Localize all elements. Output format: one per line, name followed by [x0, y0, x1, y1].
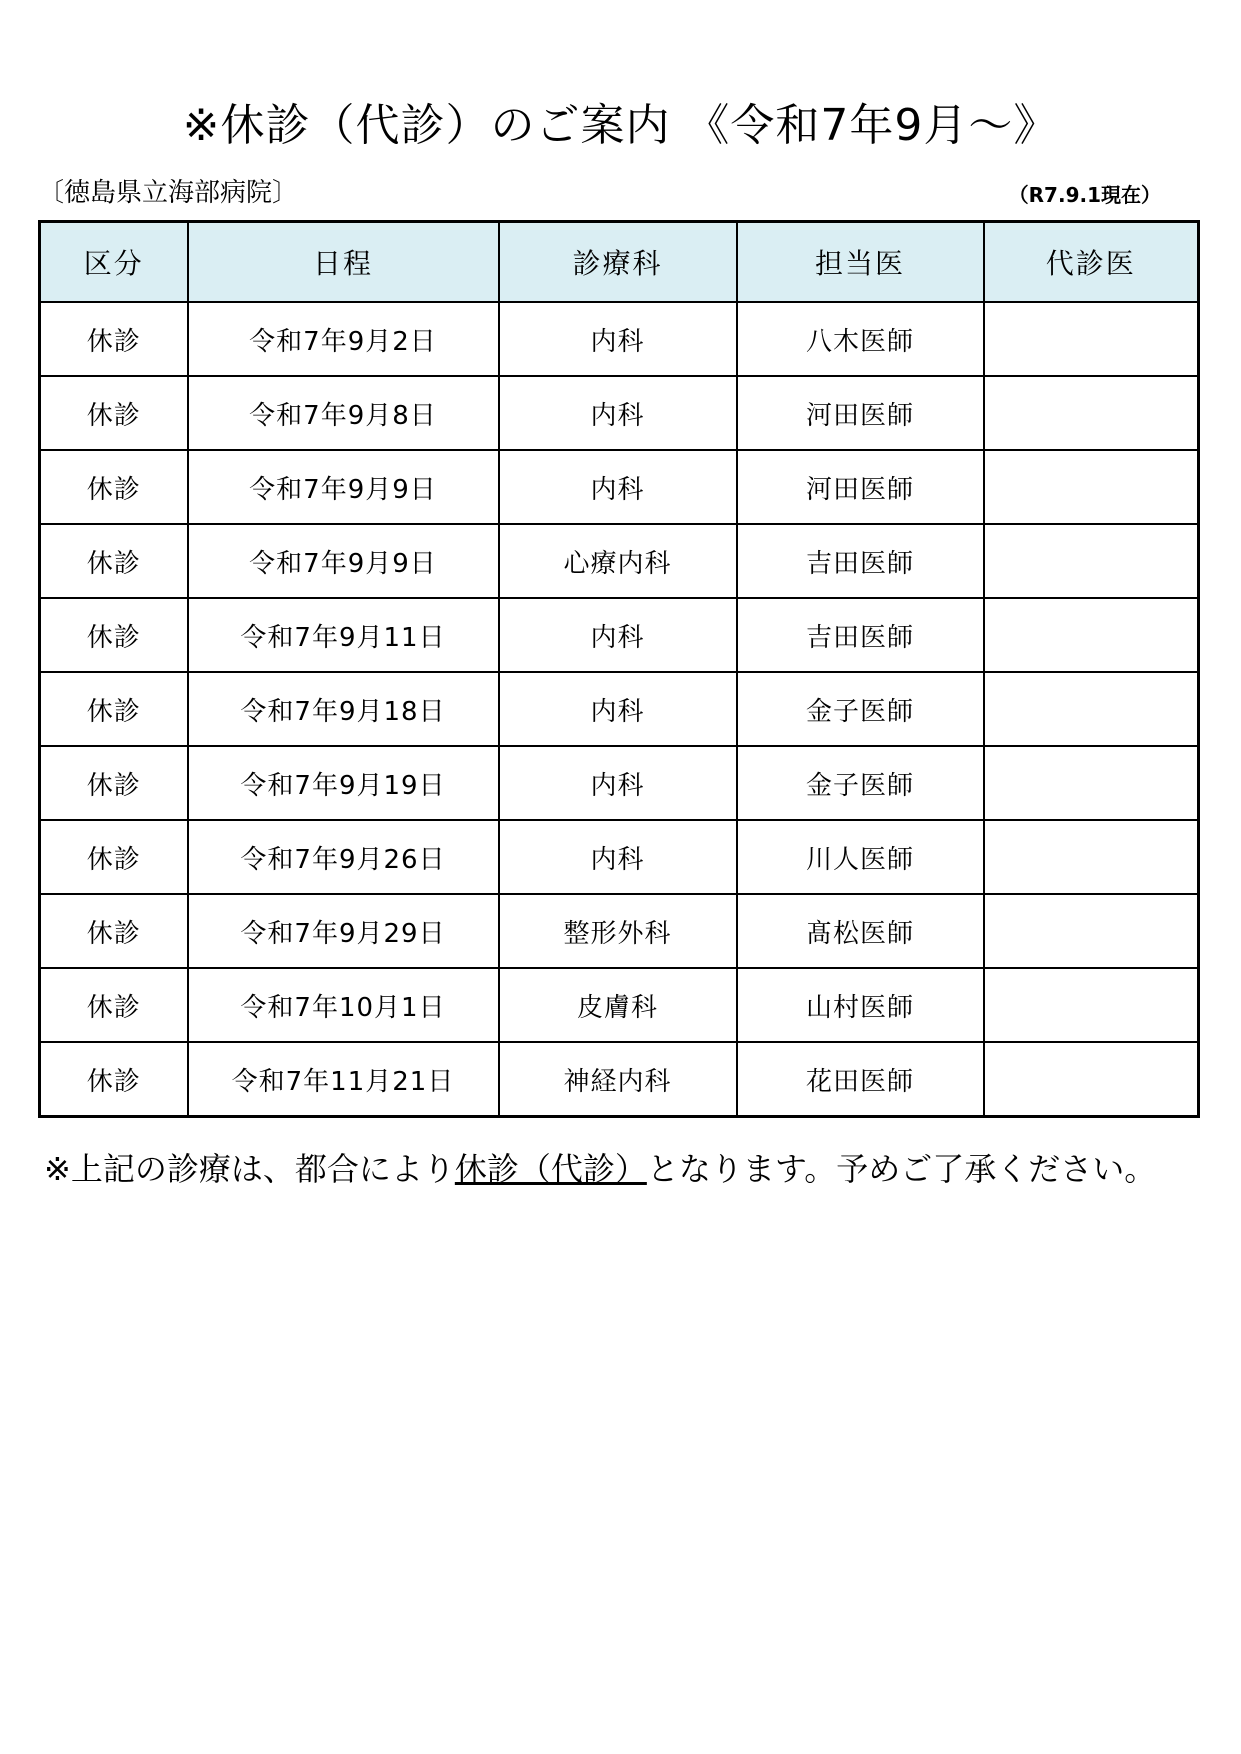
notice-suffix: となります。予めご了承ください。 — [646, 1150, 1157, 1188]
cell-substitute-doctor — [984, 672, 1199, 746]
cell-department: 内科 — [499, 820, 737, 894]
page-title: ※休診（代診）のご案内 《令和7年9月～》 — [182, 100, 1059, 151]
cell-department: 内科 — [499, 746, 737, 820]
closure-notice — [44, 1146, 1156, 1192]
table-row — [40, 1042, 1199, 1117]
table-row — [40, 524, 1199, 598]
table-header-row — [40, 222, 1199, 303]
cell-doctor: 河田医師 — [737, 450, 984, 524]
cell-date: 令和7年9月18日 — [188, 672, 499, 746]
table-row — [40, 894, 1199, 968]
table-row — [40, 746, 1199, 820]
cell-date: 令和7年9月11日 — [188, 598, 499, 672]
cell-substitute-doctor — [984, 820, 1199, 894]
table-row — [40, 302, 1199, 376]
cell-category: 休診 — [40, 1042, 188, 1117]
cell-substitute-doctor — [984, 746, 1199, 820]
cell-doctor: 川人医師 — [737, 820, 984, 894]
cell-category: 休診 — [40, 820, 188, 894]
cell-category: 休診 — [40, 672, 188, 746]
cell-substitute-doctor — [984, 968, 1199, 1042]
cell-substitute-doctor — [984, 598, 1199, 672]
header-doctor: 担当医 — [737, 222, 984, 303]
cell-doctor: 八木医師 — [737, 302, 984, 376]
hospital-name: 〔徳島県立海部病院〕 — [38, 178, 299, 208]
cell-substitute-doctor — [984, 524, 1199, 598]
cell-date: 令和7年9月2日 — [188, 302, 499, 376]
cell-doctor: 吉田医師 — [737, 598, 984, 672]
cell-department: 心療内科 — [499, 524, 737, 598]
cell-category: 休診 — [40, 746, 188, 820]
cell-category: 休診 — [40, 968, 188, 1042]
cell-department: 内科 — [499, 450, 737, 524]
table-row — [40, 598, 1199, 672]
cell-date: 令和7年9月19日 — [188, 746, 499, 820]
cell-date: 令和7年9月9日 — [188, 524, 499, 598]
header-date: 日程 — [188, 222, 499, 303]
cell-department: 内科 — [499, 376, 737, 450]
cell-department: 内科 — [499, 598, 737, 672]
header-substitute-doctor: 代診医 — [984, 222, 1199, 303]
table-row — [40, 450, 1199, 524]
cell-date: 令和7年9月26日 — [188, 820, 499, 894]
cell-date: 令和7年9月29日 — [188, 894, 499, 968]
cell-category: 休診 — [40, 450, 188, 524]
cell-substitute-doctor — [984, 1042, 1199, 1117]
cell-doctor: 河田医師 — [737, 376, 984, 450]
cell-substitute-doctor — [984, 894, 1199, 968]
cell-category: 休診 — [40, 598, 188, 672]
cell-substitute-doctor — [984, 450, 1199, 524]
cell-category: 休診 — [40, 894, 188, 968]
cell-category: 休診 — [40, 302, 188, 376]
cell-date: 令和7年11月21日 — [188, 1042, 499, 1117]
cell-doctor: 金子医師 — [737, 746, 984, 820]
cell-doctor: 吉田医師 — [737, 524, 984, 598]
cell-doctor: 金子医師 — [737, 672, 984, 746]
table-body — [40, 302, 1199, 1117]
notice-underlined: 休診（代診） — [454, 1150, 647, 1188]
table-row — [40, 820, 1199, 894]
notice-prefix: ※上記の診療は、都合により — [44, 1150, 455, 1188]
cell-substitute-doctor — [984, 376, 1199, 450]
cell-date: 令和7年9月8日 — [188, 376, 499, 450]
cell-department: 内科 — [499, 672, 737, 746]
table-row — [40, 672, 1199, 746]
cell-doctor: 山村医師 — [737, 968, 984, 1042]
cell-department: 整形外科 — [499, 894, 737, 968]
cell-department: 神経内科 — [499, 1042, 737, 1117]
table-row — [40, 968, 1199, 1042]
as-of-date: （R7.9.1現在） — [1008, 183, 1161, 207]
closure-schedule-table — [38, 220, 1200, 1118]
cell-category: 休診 — [40, 376, 188, 450]
header-category: 区分 — [40, 222, 188, 303]
table-row — [40, 376, 1199, 450]
cell-substitute-doctor — [984, 302, 1199, 376]
cell-department: 内科 — [499, 302, 737, 376]
cell-date: 令和7年9月9日 — [188, 450, 499, 524]
cell-department: 皮膚科 — [499, 968, 737, 1042]
cell-category: 休診 — [40, 524, 188, 598]
cell-doctor: 花田医師 — [737, 1042, 984, 1117]
cell-doctor: 髙松医師 — [737, 894, 984, 968]
header-department: 診療科 — [499, 222, 737, 303]
cell-date: 令和7年10月1日 — [188, 968, 499, 1042]
